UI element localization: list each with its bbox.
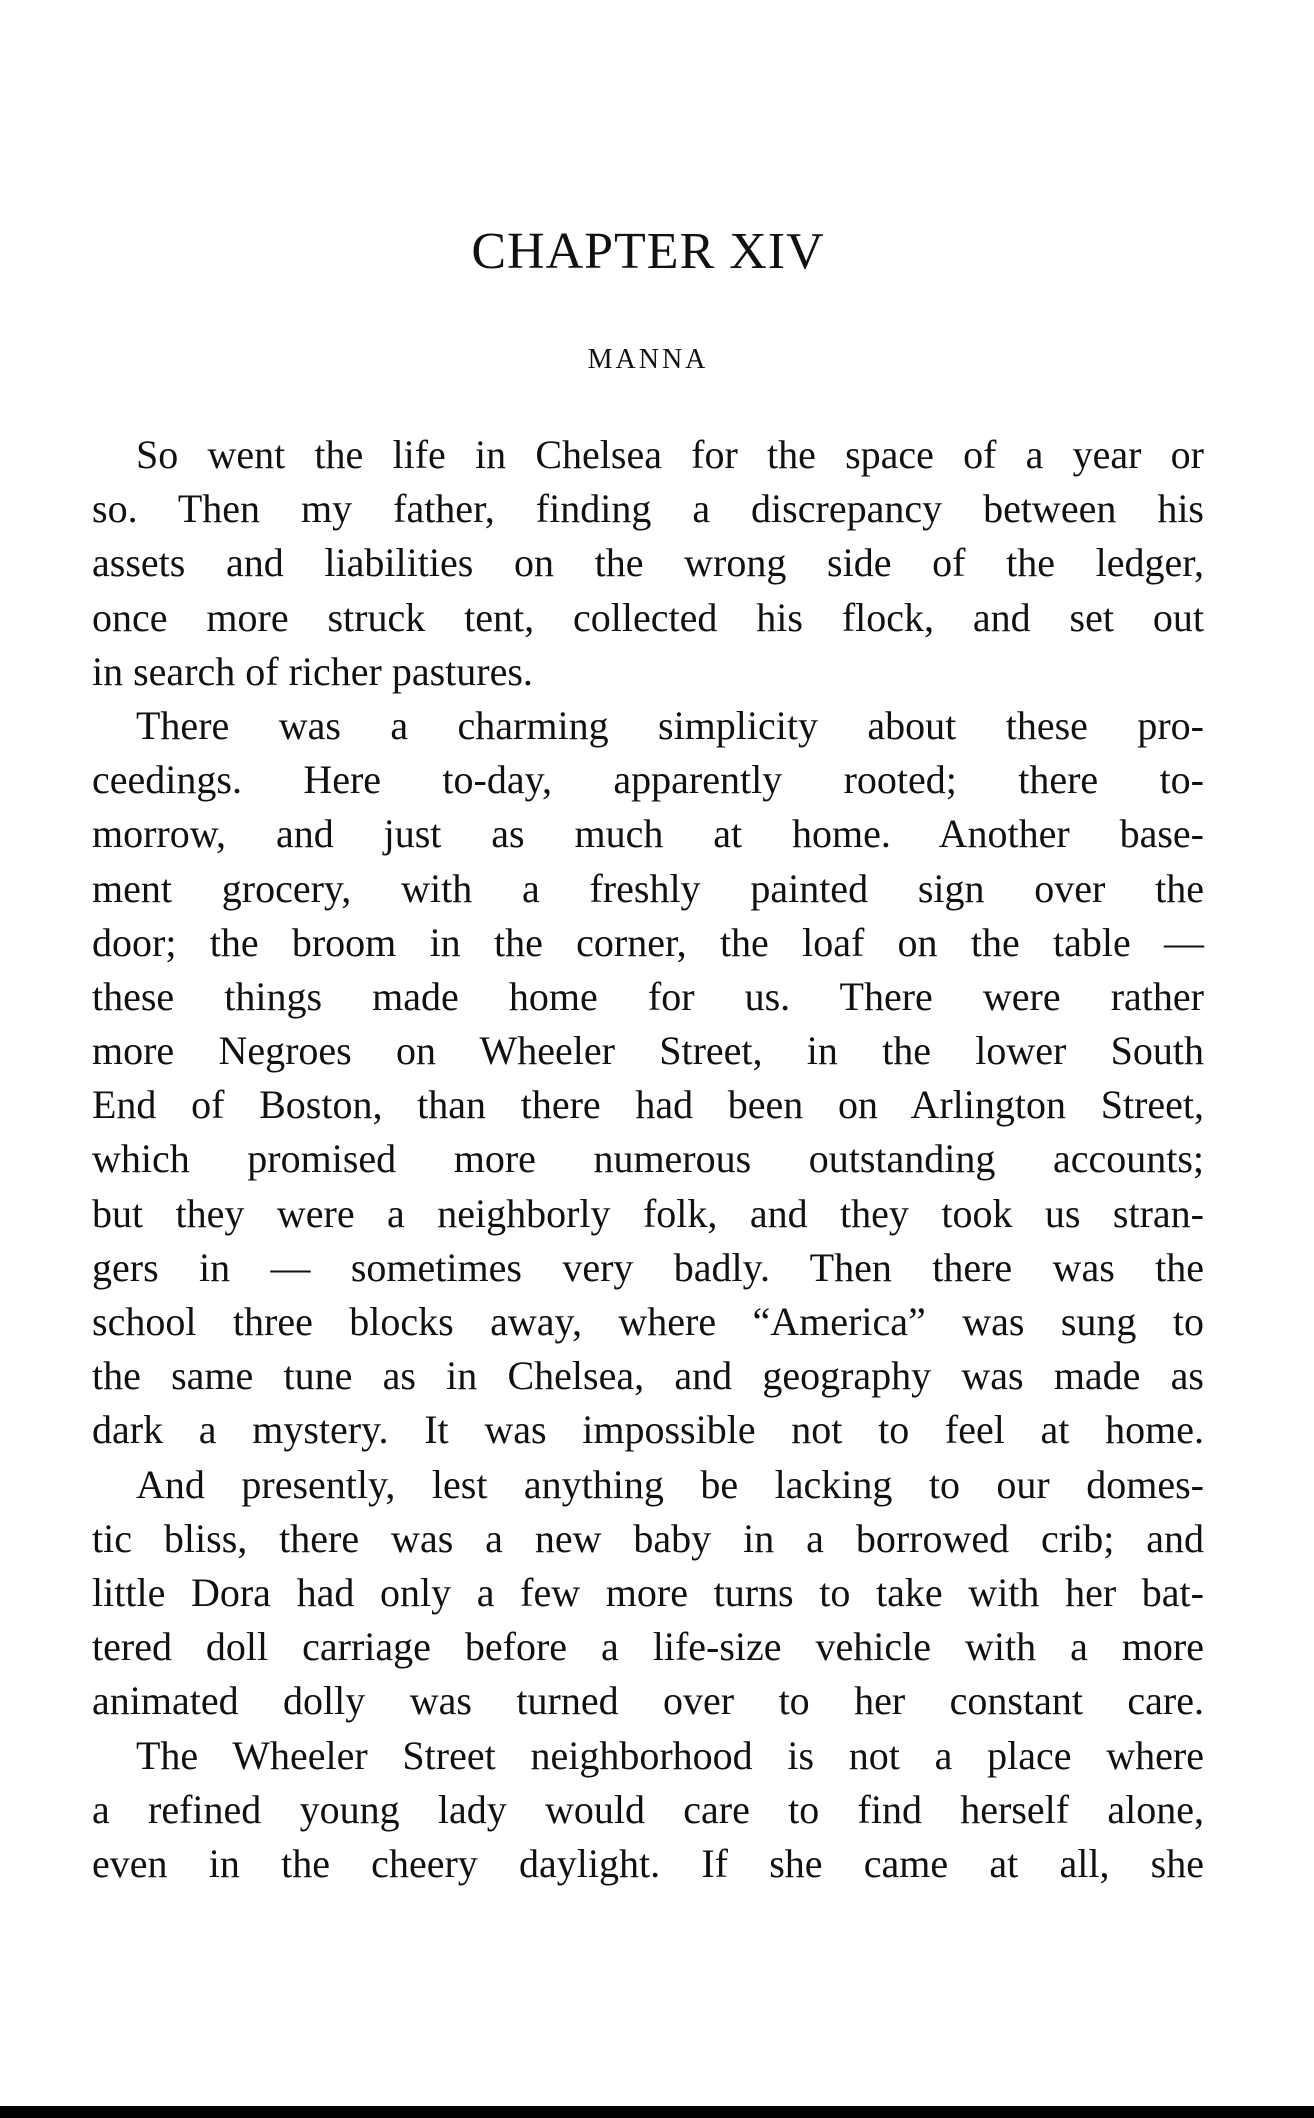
- text-line: There was a charming simplicity about these pro-: [136, 702, 1204, 748]
- text-line: assets and liabilities on the wrong side of the ledger,: [92, 540, 1204, 586]
- text-line: a refined young lady would care to find herself alone,: [92, 1786, 1204, 1832]
- chapter-subtitle: MANNA: [587, 344, 709, 375]
- paragraph: [92, 428, 1204, 699]
- text-line: gers in — sometimes very badly. Then there was the: [92, 1244, 1204, 1290]
- text-line: So went the life in Chelsea for the space of a year or: [136, 432, 1204, 477]
- text-line: the same tune as in Chelsea, and geography was made as: [92, 1353, 1204, 1399]
- body-text: [92, 428, 1204, 1891]
- text-line: The Wheeler Street neighborhood is not a place where: [136, 1732, 1204, 1778]
- text-line: animated dolly was turned over to her constant care.: [92, 1678, 1204, 1724]
- book-page: [92, 0, 1204, 2118]
- scan-bottom-edge: [0, 2106, 1314, 2118]
- text-line: school three blocks away, where “America” was sung to: [92, 1299, 1204, 1344]
- text-line: in search of richer pastures.: [92, 648, 533, 694]
- text-line: more Negroes on Wheeler Street, in the lower South: [92, 1028, 1204, 1074]
- text-line: ceedings. Here to-day, apparently rooted; there to-: [92, 757, 1204, 803]
- text-line: End of Boston, than there had been on Arlington Street,: [92, 1082, 1204, 1128]
- text-line: door; the broom in the corner, the loaf on the table —: [92, 919, 1204, 965]
- text-line: tic bliss, there was a new baby in a borrowed crib; and: [92, 1515, 1204, 1561]
- text-line: these things made home for us. There were rather: [92, 973, 1204, 1019]
- paragraph: [92, 1458, 1204, 1729]
- text-line: which promised more numerous outstanding accounts;: [92, 1136, 1204, 1182]
- paragraph: [92, 1729, 1204, 1892]
- text-line: so. Then my father, finding a discrepancy between his: [92, 486, 1204, 532]
- text-line: but they were a neighborly folk, and they took us stran-: [92, 1190, 1204, 1236]
- text-line: once more struck tent, collected his flock, and set out: [92, 594, 1204, 640]
- paragraph: [92, 699, 1204, 1458]
- text-line: And presently, lest anything be lacking to our domes-: [136, 1461, 1204, 1507]
- text-line: even in the cheery daylight. If she came at all, she: [92, 1840, 1204, 1886]
- chapter-title: CHAPTER XIV: [471, 223, 825, 280]
- text-line: dark a mystery. It was impossible not to feel at home.: [92, 1407, 1204, 1453]
- text-line: little Dora had only a few more turns to take with her bat-: [92, 1569, 1204, 1615]
- text-line: tered doll carriage before a life-size vehicle with a more: [92, 1624, 1204, 1670]
- text-line: morrow, and just as much at home. Another base-: [92, 811, 1204, 857]
- text-line: ment grocery, with a freshly painted sign over the: [92, 865, 1204, 911]
